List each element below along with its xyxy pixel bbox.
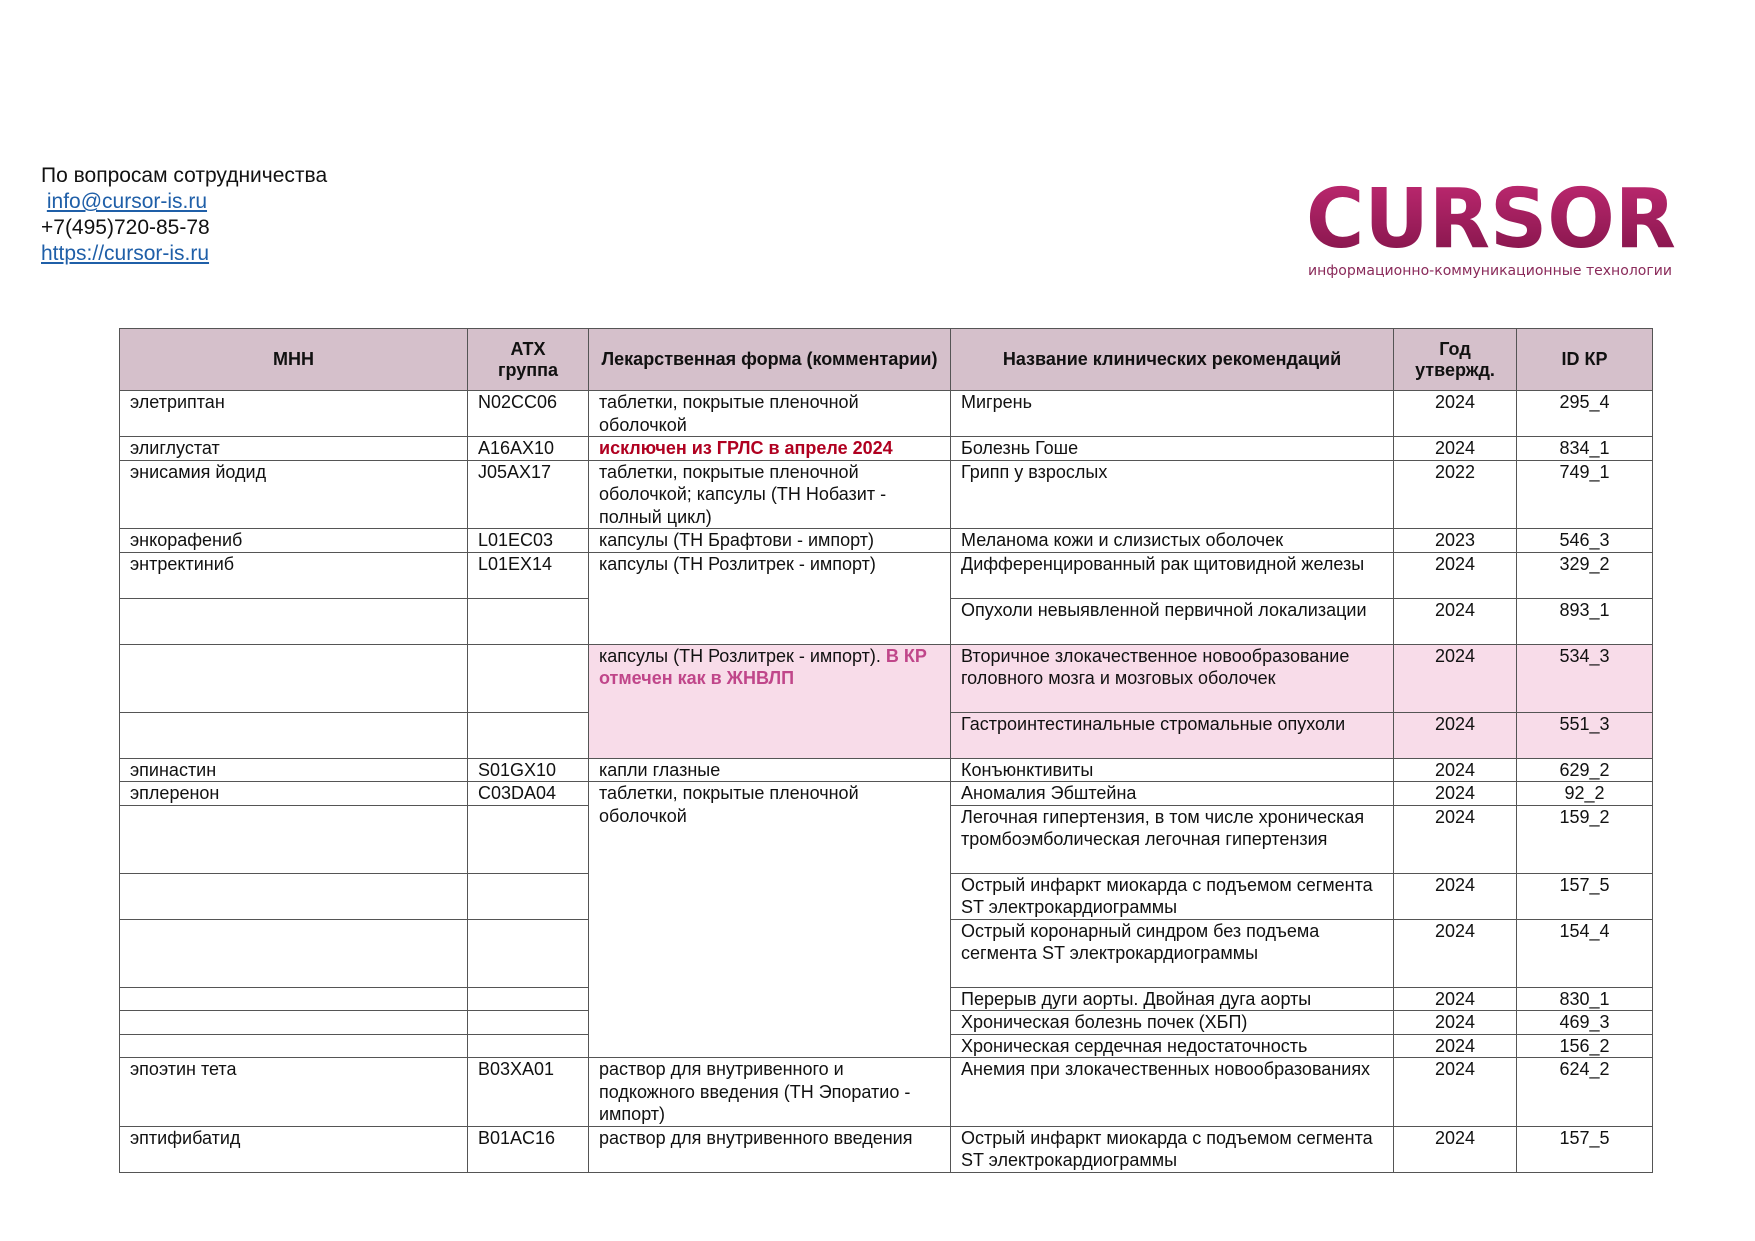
cell-kr: Грипп у взрослых	[951, 460, 1394, 529]
cell-id: 534_3	[1517, 644, 1653, 712]
cell-id: 749_1	[1517, 460, 1653, 529]
cell-year: 2024	[1394, 805, 1517, 873]
cell-atc	[468, 1011, 589, 1035]
cell-form-highlighted	[589, 644, 951, 758]
table-row	[120, 644, 1653, 712]
cell-kr: Перерыв дуги аорты. Двойная дуга аорты	[951, 987, 1394, 1011]
cursor-logo	[1306, 177, 1682, 287]
logo-tagline: информационно-коммуникационные технологии	[1308, 263, 1672, 279]
cell-year: 2024	[1394, 552, 1517, 598]
cell-mnn	[120, 1011, 468, 1035]
cell-mnn	[120, 919, 468, 987]
cell-year: 2024	[1394, 598, 1517, 644]
cell-year: 2024	[1394, 644, 1517, 712]
cell-atc: L01EC03	[468, 529, 589, 553]
table-row	[120, 460, 1653, 529]
cell-form-excluded-note: исключен из ГРЛС в апреле 2024	[589, 437, 951, 461]
cell-mnn: эпоэтин тета	[120, 1058, 468, 1127]
header-mnn: МНН	[120, 329, 468, 391]
cell-year: 2024	[1394, 437, 1517, 461]
header-id: ID КР	[1517, 329, 1653, 391]
cell-atc	[468, 873, 589, 919]
form-text: капсулы (ТН Розлитрек - импорт).	[599, 645, 881, 666]
cell-mnn	[120, 598, 468, 644]
cell-mnn: эплеренон	[120, 782, 468, 806]
table-row	[120, 1126, 1653, 1172]
cell-mnn	[120, 644, 468, 712]
cell-mnn: эптифибатид	[120, 1126, 468, 1172]
cell-kr: Анемия при злокачественных новообразованиях	[951, 1058, 1394, 1127]
table-row	[120, 529, 1653, 553]
cell-kr: Острый инфаркт миокарда с подъемом сегмента ST электрокардиограммы	[951, 873, 1394, 919]
cell-id: 469_3	[1517, 1011, 1653, 1035]
cell-kr: Меланома кожи и слизистых оболочек	[951, 529, 1394, 553]
cell-form: таблетки, покрытые пленочной оболочкой	[589, 391, 951, 437]
cell-year: 2024	[1394, 1126, 1517, 1172]
cell-atc	[468, 919, 589, 987]
cell-year: 2024	[1394, 391, 1517, 437]
cell-id: 893_1	[1517, 598, 1653, 644]
cell-id: 830_1	[1517, 987, 1653, 1011]
cell-atc	[468, 987, 589, 1011]
table-header-row	[120, 329, 1653, 391]
cell-atc: B01AC16	[468, 1126, 589, 1172]
cell-kr: Дифференцированный рак щитовидной железы	[951, 552, 1394, 598]
cell-atc: C03DA04	[468, 782, 589, 806]
cell-year: 2023	[1394, 529, 1517, 553]
table-row	[120, 782, 1653, 806]
cell-form: капли глазные	[589, 758, 951, 782]
cell-id: 546_3	[1517, 529, 1653, 553]
cell-id: 624_2	[1517, 1058, 1653, 1127]
cell-id: 551_3	[1517, 712, 1653, 758]
cell-mnn	[120, 873, 468, 919]
cell-kr: Конъюнктивиты	[951, 758, 1394, 782]
cell-year: 2024	[1394, 758, 1517, 782]
contact-email-link[interactable]: info@cursor-is.ru	[46, 190, 208, 213]
header-year: Год утвержд.	[1394, 329, 1517, 391]
cell-form: таблетки, покрытые пленочной оболочкой	[589, 782, 951, 1058]
cell-atc: L01EX14	[468, 552, 589, 598]
cell-kr: Хроническая сердечная недостаточность	[951, 1034, 1394, 1058]
cell-id: 157_5	[1517, 873, 1653, 919]
cell-kr: Мигрень	[951, 391, 1394, 437]
cell-kr: Вторичное злокачественное новообразование головного мозга и мозговых оболочек	[951, 644, 1394, 712]
header-kr: Название клинических рекомендаций	[951, 329, 1394, 391]
cell-year: 2024	[1394, 987, 1517, 1011]
cell-id: 329_2	[1517, 552, 1653, 598]
cell-id: 834_1	[1517, 437, 1653, 461]
cell-kr: Опухоли невыявленной первичной локализации	[951, 598, 1394, 644]
form-note-highlight: В КР отмечен как в ЖНВЛП	[599, 645, 927, 688]
cell-mnn: энкорафениб	[120, 529, 468, 553]
cell-atc: N02CC06	[468, 391, 589, 437]
cell-year: 2024	[1394, 1058, 1517, 1127]
cell-form: капсулы (ТН Розлитрек - импорт)	[589, 552, 951, 644]
cell-id: 92_2	[1517, 782, 1653, 806]
cell-kr: Острый коронарный синдром без подъема сегмента ST электрокардиограммы	[951, 919, 1394, 987]
clinical-recommendations-table	[119, 328, 1653, 1173]
cell-kr: Хроническая болезнь почек (ХБП)	[951, 1011, 1394, 1035]
contact-phone: +7(495)720-85-78	[41, 216, 210, 239]
table-row	[120, 1058, 1653, 1127]
cell-mnn: эпинастин	[120, 758, 468, 782]
table-row	[120, 391, 1653, 437]
cell-mnn: элиглустат	[120, 437, 468, 461]
cell-mnn: энисамия йодид	[120, 460, 468, 529]
cell-id: 159_2	[1517, 805, 1653, 873]
cell-year: 2024	[1394, 712, 1517, 758]
cell-kr: Болезнь Гоше	[951, 437, 1394, 461]
cell-atc: B03XA01	[468, 1058, 589, 1127]
cell-atc	[468, 805, 589, 873]
cell-atc	[468, 598, 589, 644]
cell-year: 2024	[1394, 919, 1517, 987]
cell-atc: A16AX10	[468, 437, 589, 461]
cell-year: 2024	[1394, 1011, 1517, 1035]
contact-website-link[interactable]: https://cursor-is.ru	[41, 242, 210, 265]
logo-wordmark: CURSOR	[1306, 177, 1676, 267]
cell-mnn	[120, 1034, 468, 1058]
cell-form: таблетки, покрытые пленочной оболочкой; капсулы (ТН Нобазит - полный цикл)	[589, 460, 951, 529]
table-row	[120, 552, 1653, 598]
contact-block	[41, 163, 327, 267]
table-row	[120, 437, 1653, 461]
cell-mnn: энтректиниб	[120, 552, 468, 598]
cell-atc: S01GX10	[468, 758, 589, 782]
cell-year: 2022	[1394, 460, 1517, 529]
cell-mnn: элетриптан	[120, 391, 468, 437]
cell-mnn	[120, 712, 468, 758]
cell-year: 2024	[1394, 782, 1517, 806]
cell-year: 2024	[1394, 1034, 1517, 1058]
cell-mnn	[120, 987, 468, 1011]
cell-id: 154_4	[1517, 919, 1653, 987]
cell-form: раствор для внутривенного и подкожного введения (ТН Эпоратио - импорт)	[589, 1058, 951, 1127]
cell-id: 156_2	[1517, 1034, 1653, 1058]
header-form: Лекарственная форма (комментарии)	[589, 329, 951, 391]
cell-mnn	[120, 805, 468, 873]
cell-kr: Гастроинтестинальные стромальные опухоли	[951, 712, 1394, 758]
contact-heading: По вопросам сотрудничества	[41, 164, 328, 187]
cell-atc	[468, 712, 589, 758]
cell-year: 2024	[1394, 873, 1517, 919]
cell-atc	[468, 1034, 589, 1058]
cell-atc	[468, 644, 589, 712]
cell-id: 629_2	[1517, 758, 1653, 782]
header-atc: АТХ группа	[468, 329, 589, 391]
cell-kr: Острый инфаркт миокарда с подъемом сегмента ST электрокардиограммы	[951, 1126, 1394, 1172]
cell-kr: Аномалия Эбштейна	[951, 782, 1394, 806]
cell-form: капсулы (ТН Брафтови - импорт)	[589, 529, 951, 553]
table-row	[120, 758, 1653, 782]
cell-kr: Легочная гипертензия, в том числе хроническая тромбоэмболическая легочная гипертензия	[951, 805, 1394, 873]
cell-form: раствор для внутривенного введения	[589, 1126, 951, 1172]
cell-id: 157_5	[1517, 1126, 1653, 1172]
cell-id: 295_4	[1517, 391, 1653, 437]
cell-atc: J05AX17	[468, 460, 589, 529]
